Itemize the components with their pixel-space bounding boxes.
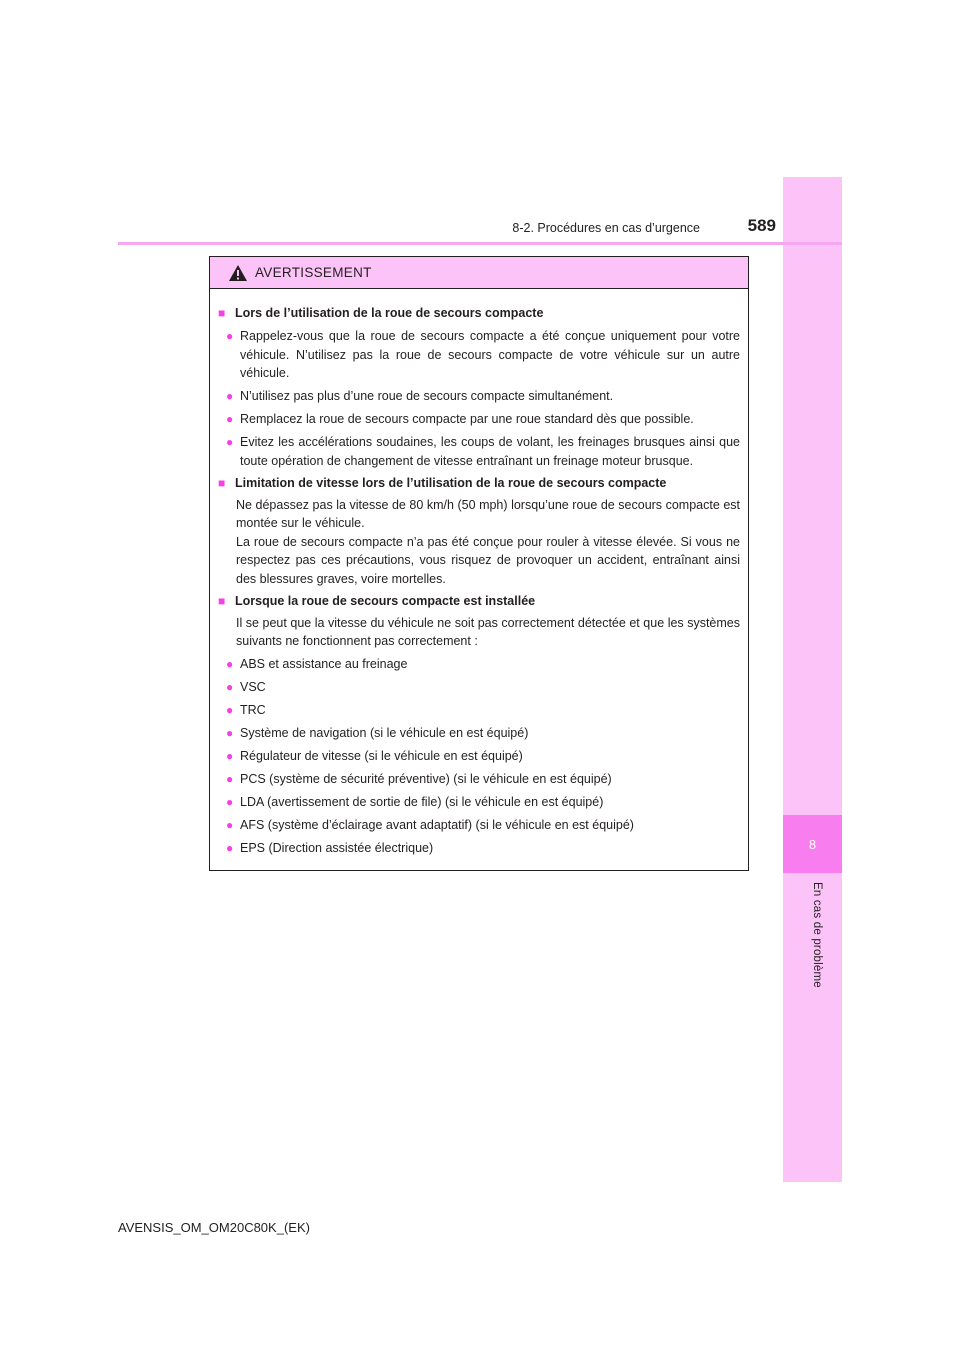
page-number: 589 (747, 216, 776, 235)
chapter-side-tab (783, 177, 842, 1182)
list-item (218, 410, 740, 429)
warning-body (210, 289, 748, 858)
list-item-text: EPS (Direction assistée électrique) (240, 841, 434, 855)
list-item-text: TRC (240, 703, 266, 717)
list-item (218, 724, 740, 743)
circle-bullet-icon: ● (226, 818, 234, 832)
list-item (218, 793, 740, 812)
list-item-text: AFS (système d’éclairage avant adaptatif) (si le véhicule en est équipé) (240, 818, 634, 832)
list-item (218, 387, 740, 406)
list-item-text: Régulateur de vitesse (si le véhicule en est équipé) (240, 749, 523, 763)
chapter-number: 8 (783, 815, 842, 873)
list-item-text: Système de navigation (si le véhicule en est équipé) (240, 726, 529, 740)
circle-bullet-icon: ● (226, 412, 234, 426)
section-heading (218, 474, 740, 493)
list-item (218, 655, 740, 674)
warning-box (209, 256, 749, 871)
list-item-text: PCS (système de sécurité préventive) (si le véhicule en est équipé) (240, 772, 612, 786)
square-bullet-icon: ■ (218, 594, 226, 608)
warning-title: AVERTISSEMENT (255, 265, 372, 280)
section-heading (218, 592, 740, 611)
list-item (218, 770, 740, 789)
circle-bullet-icon: ● (226, 435, 234, 449)
circle-bullet-icon: ● (226, 841, 234, 855)
circle-bullet-icon: ● (226, 703, 234, 717)
list-item (218, 701, 740, 720)
footer-code: AVENSIS_OM_OM20C80K_(EK) (118, 1220, 310, 1235)
list-item (218, 816, 740, 835)
section-heading-text: Lors de l’utilisation de la roue de secours compacte (235, 306, 544, 320)
list-item (218, 433, 740, 470)
list-item-text: N’utilisez pas plus d’une roue de secours compacte simultanément. (240, 389, 614, 403)
list-item-text: Remplacez la roue de secours compacte par une roue standard dès que possible. (240, 412, 694, 426)
paragraph-text: La roue de secours compacte n’a pas été conçue pour rouler à vitesse élevée. Si vous ne respectez pas ces précautions, vous risquez de provoquer un accident, entraînant ainsi des blessures graves, voire mortelles. (236, 534, 740, 586)
section-heading-text: Limitation de vitesse lors de l’utilisation de la roue de secours compacte (235, 476, 667, 490)
list-item (218, 839, 740, 858)
section-title: 8-2. Procédures en cas d’urgence (512, 221, 700, 235)
circle-bullet-icon: ● (226, 680, 234, 694)
circle-bullet-icon: ● (226, 726, 234, 740)
list-item-text: VSC (240, 680, 266, 694)
paragraph: Il se peut que la vitesse du véhicule ne soit pas correctement détectée et que les systèmes suivants ne fonctionnent pas correctement : (236, 615, 740, 648)
list-item (218, 678, 740, 697)
header-rule (118, 242, 842, 245)
list-item-text: LDA (avertissement de sortie de file) (si le véhicule en est équipé) (240, 795, 604, 809)
circle-bullet-icon: ● (226, 795, 234, 809)
section-heading (218, 304, 740, 323)
list-item-text: ABS et assistance au freinage (240, 657, 408, 671)
list-item (218, 747, 740, 766)
warning-header (210, 257, 748, 289)
chapter-title: En cas de problème (811, 882, 823, 988)
paragraph-text: Ne dépassez pas la vitesse de 80 km/h (50 mph) lorsqu’une roue de secours compacte est montée sur le véhicule. (236, 497, 740, 530)
square-bullet-icon: ■ (218, 306, 226, 320)
paragraph (218, 496, 740, 589)
circle-bullet-icon: ● (226, 389, 234, 403)
square-bullet-icon: ■ (218, 476, 226, 490)
circle-bullet-icon: ● (226, 329, 234, 343)
list-item-text: Rappelez-vous que la roue de secours compacte a été conçue uniquement pour votre véhicule. N’utilisez pas la roue de secours compacte de votre véhicule sur un autre véhicule. (240, 329, 740, 380)
warning-triangle-icon (228, 264, 248, 282)
section-heading-text: Lorsque la roue de secours compacte est installée (235, 594, 536, 608)
circle-bullet-icon: ● (226, 657, 234, 671)
list-item (218, 327, 740, 383)
circle-bullet-icon: ● (226, 749, 234, 763)
list-item-text: Evitez les accélérations soudaines, les coups de volant, les freinages brusques ainsi que toute opération de changement de vitesse entraînant un freinage moteur brusque. (240, 435, 740, 468)
circle-bullet-icon: ● (226, 772, 234, 786)
